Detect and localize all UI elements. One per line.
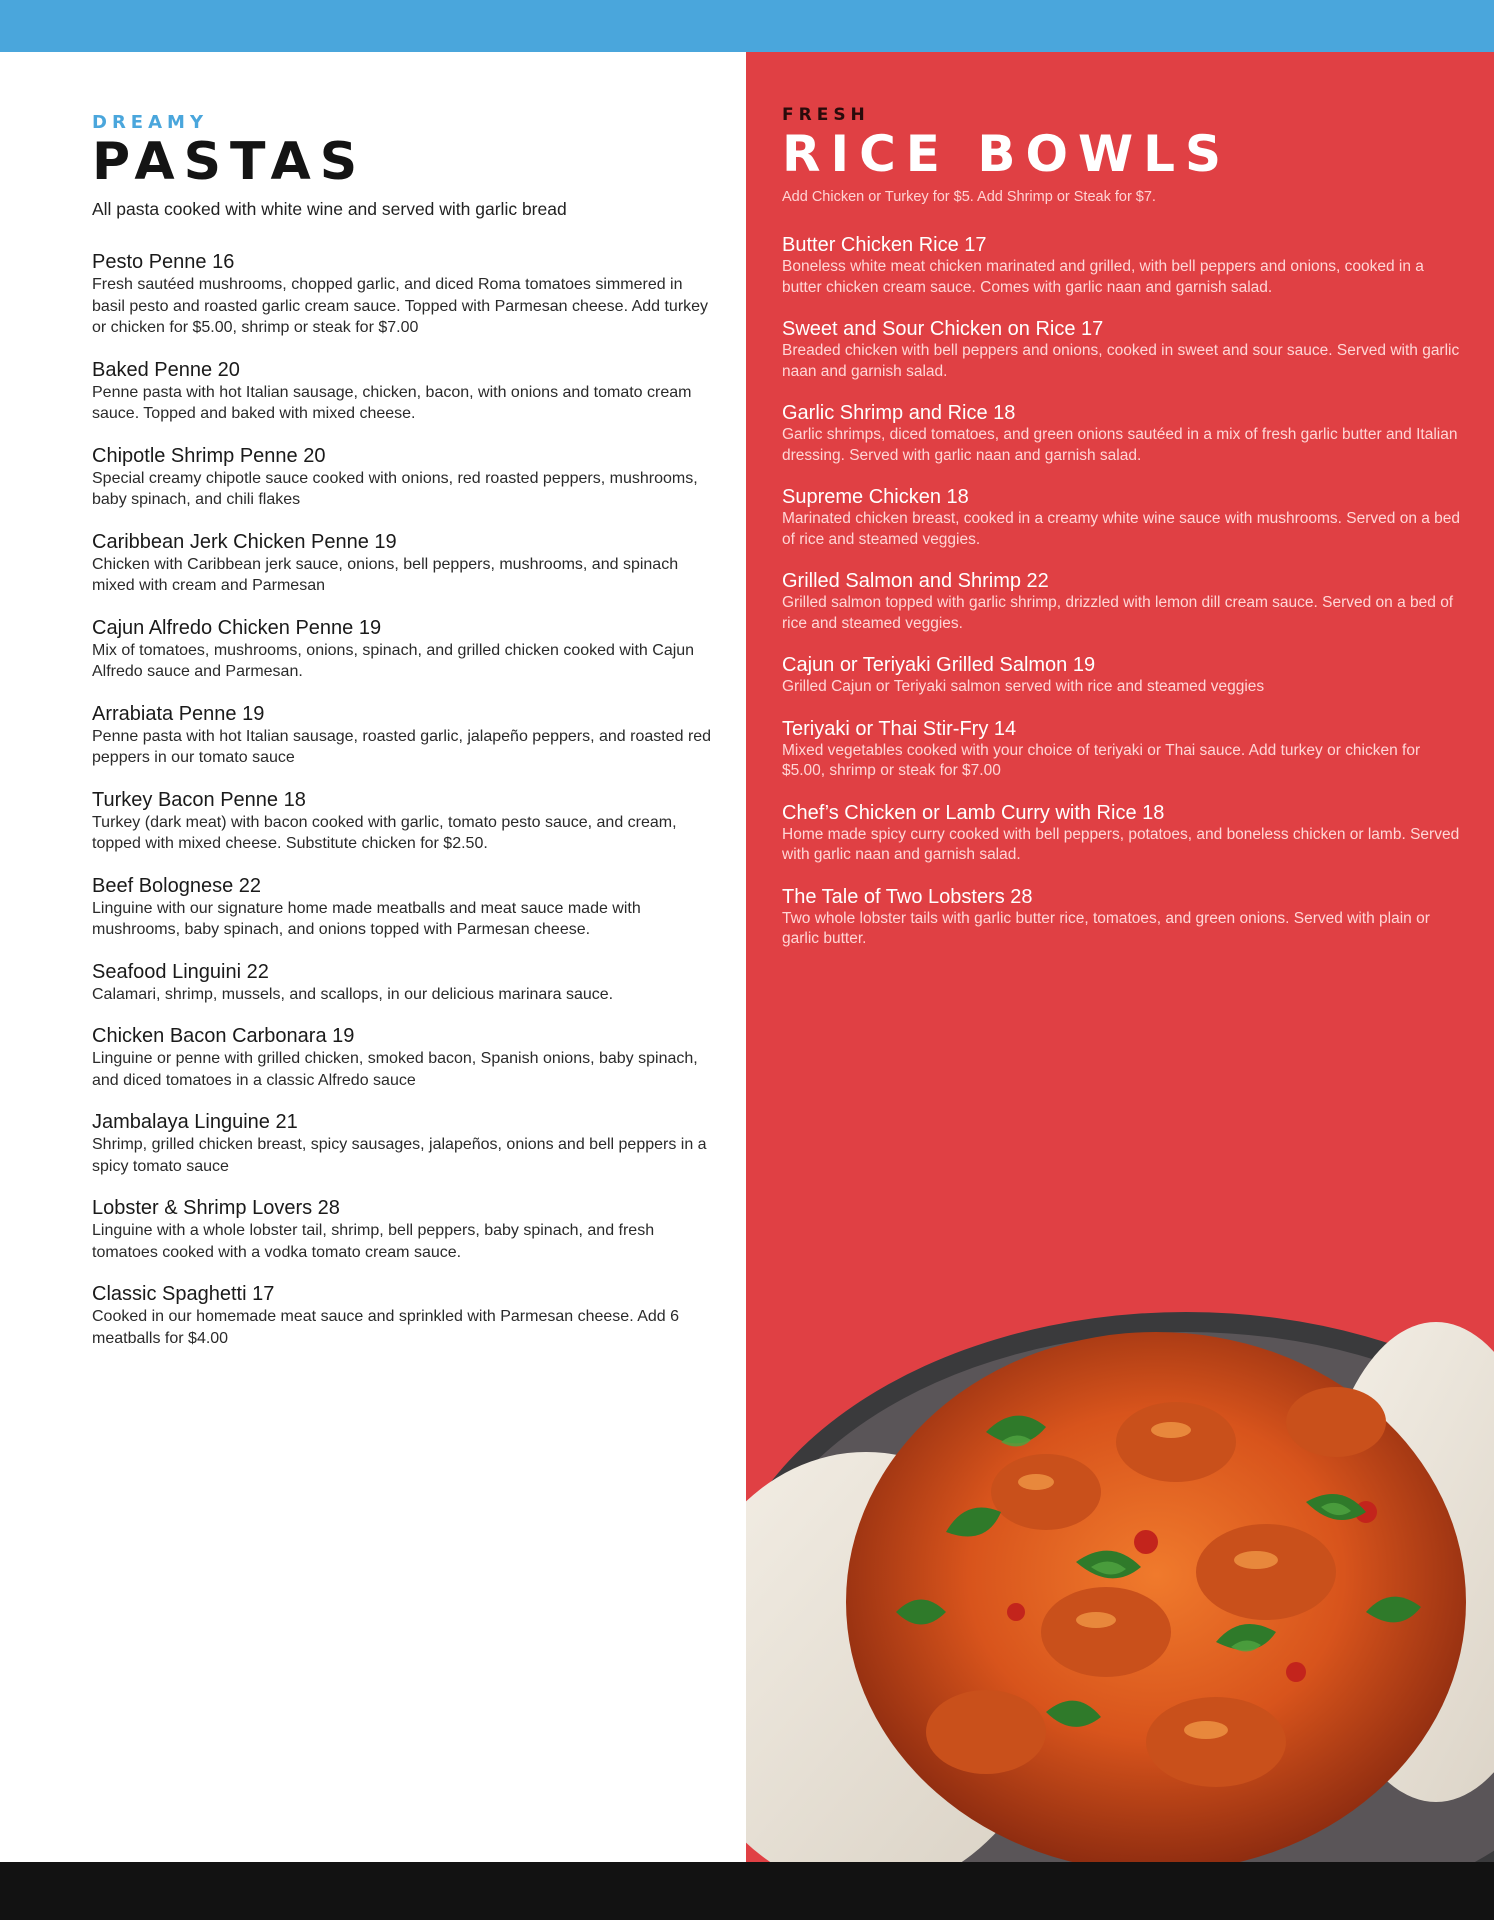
menu-item-description: Calamari, shrimp, mussels, and scallops, in our delicious marinara sauce.: [92, 985, 614, 1003]
menu-item-name: Lobster & Shrimp Lovers 28: [92, 1197, 340, 1219]
rice-bowls-title: RICE BOWLS: [782, 125, 1231, 183]
menu-item: [782, 885, 1462, 950]
menu-item-description: Mix of tomatoes, mushrooms, onions, spinach, and grilled chicken cooked with Cajun Alfredo sauce and Parmesan.: [92, 641, 695, 680]
menu-item-name: Jambalaya Linguine 21: [92, 1111, 298, 1133]
menu-item: [92, 788, 712, 855]
menu-item-description: Fresh sautéed mushrooms, chopped garlic, and diced Roma tomatoes simmered in basil pesto and roasted garlic cream sauce. Topped with Parmesan cheese. Add turkey or chicken for $5.00, shrimp or steak for $7.00: [92, 276, 709, 336]
menu-item-name: Pesto Penne 16: [92, 251, 235, 273]
menu-item: [782, 801, 1462, 866]
menu-item: [92, 444, 712, 511]
menu-item: [782, 717, 1462, 782]
menu-item-description: Penne pasta with hot Italian sausage, chicken, bacon, with onions and tomato cream sauce. Topped and baked with mixed cheese.: [92, 383, 692, 422]
pastas-title: PASTAS: [92, 132, 367, 192]
menu-item: [782, 401, 1462, 466]
top-accent-bar: [0, 0, 1494, 52]
menu-item-name: Sweet and Sour Chicken on Rice 17: [782, 318, 1104, 340]
pastas-section: [92, 112, 712, 1368]
menu-item-description: Turkey (dark meat) with bacon cooked with garlic, tomato pesto sauce, and cream, topped with mixed cheese. Substitute chicken for $2.50.: [92, 813, 677, 852]
menu-item: [782, 485, 1462, 550]
menu-item: [782, 653, 1462, 698]
menu-item: [92, 250, 712, 339]
menu-item-description: Mixed vegetables cooked with your choice of teriyaki or Thai sauce. Add turkey or chicken for $5.00, shrimp or steak for $7.00: [782, 741, 1421, 779]
menu-item-name: The Tale of Two Lobsters 28: [782, 885, 1033, 908]
menu-item-name: Turkey Bacon Penne 18: [92, 788, 306, 811]
menu-item-name: Chef’s Chicken or Lamb Curry with Rice 18: [782, 801, 1165, 824]
menu-item-name: Baked Penne 20: [92, 358, 240, 381]
menu-item-name: Seafood Linguini 22: [92, 960, 269, 983]
menu-item-description: Linguine or penne with grilled chicken, smoked bacon, Spanish onions, baby spinach, and diced tomatoes in a classic Alfredo sauce: [92, 1050, 698, 1089]
menu-item-name: Garlic Shrimp and Rice 18: [782, 402, 1016, 424]
pastas-subtitle: All pasta cooked with white wine and served with garlic bread: [92, 199, 567, 219]
rice-bowls-section: [782, 104, 1462, 969]
menu-item-description: Garlic shrimps, diced tomatoes, and green onions sautéed in a mix of fresh garlic butter and Italian dressing. Served with garlic naan and garnish salad.: [782, 426, 1458, 464]
menu-item-name: Cajun Alfredo Chicken Penne 19: [92, 616, 382, 639]
menu-item-name: Beef Bolognese 22: [92, 874, 262, 897]
menu-item-name: Chicken Bacon Carbonara 19: [92, 1025, 355, 1047]
rice-bowls-subtitle: Add Chicken or Turkey for $5. Add Shrimp or Steak for $7.: [782, 189, 1156, 205]
menu-item: [782, 569, 1462, 634]
rice-bowls-kicker: FRESH: [782, 105, 870, 125]
menu-item-description: Linguine with our signature home made meatballs and meat sauce made with mushrooms, baby spinach, and onions topped with Parmesan cheese.: [92, 899, 641, 938]
curry-rice-bowl-photo: [746, 1312, 1494, 1862]
rice-bowls-panel: [746, 52, 1494, 1862]
menu-item-name: Chipotle Shrimp Penne 20: [92, 444, 326, 467]
menu-item: [92, 358, 712, 425]
menu-item: [92, 874, 712, 941]
menu-item-description: Home made spicy curry cooked with bell peppers, potatoes, and boneless chicken or lamb. Served with garlic naan and garnish salad.: [782, 825, 1460, 863]
menu-item-description: Boneless white meat chicken marinated and grilled, with bell peppers and onions, cooked in a butter chicken cream sauce. Comes with garlic naan and garnish salad.: [782, 258, 1424, 296]
menu-item-name: Teriyaki or Thai Stir-Fry 14: [782, 717, 1017, 740]
menu-item-name: Cajun or Teriyaki Grilled Salmon 19: [782, 654, 1096, 676]
menu-item-name: Grilled Salmon and Shrimp 22: [782, 570, 1049, 592]
menu-item: [782, 317, 1462, 382]
pastas-kicker: DREAMY: [92, 112, 208, 133]
menu-item: [92, 1024, 712, 1091]
bottom-bar: [0, 1862, 1494, 1920]
menu-item: [92, 702, 712, 769]
menu-item: [92, 1282, 712, 1349]
menu-item: [92, 616, 712, 683]
menu-item-name: Classic Spaghetti 17: [92, 1283, 275, 1305]
menu-item: [782, 233, 1462, 298]
menu-item-description: Linguine with a whole lobster tail, shrimp, bell peppers, baby spinach, and fresh tomatoes cooked with a vodka tomato cream sauce.: [92, 1222, 655, 1261]
menu-item-description: Grilled salmon topped with garlic shrimp, drizzled with lemon dill cream sauce. Served on a bed of rice and steamed veggies.: [782, 594, 1454, 632]
menu-item-name: Butter Chicken Rice 17: [782, 234, 987, 256]
menu-item-name: Supreme Chicken 18: [782, 486, 969, 508]
menu-item-description: Cooked in our homemade meat sauce and sprinkled with Parmesan cheese. Add 6 meatballs for $4.00: [92, 1308, 680, 1347]
menu-item-description: Two whole lobster tails with garlic butter rice, tomatoes, and green onions. Served with plain or garlic butter.: [782, 909, 1430, 947]
menu-item: [92, 960, 712, 1006]
menu-item-description: Chicken with Caribbean jerk sauce, onions, bell peppers, mushrooms, and spinach mixed with cream and Parmesan: [92, 555, 679, 594]
menu-item-description: Breaded chicken with bell peppers and onions, cooked in sweet and sour sauce. Served with garlic naan and garnish salad.: [782, 342, 1460, 380]
rice-bowls-menu-list: [782, 233, 1462, 950]
menu-item-description: Grilled Cajun or Teriyaki salmon served with rice and steamed veggies: [782, 678, 1265, 695]
pastas-menu-list: [92, 250, 712, 1349]
menu-item-description: Marinated chicken breast, cooked in a creamy white wine sauce with mushrooms. Served on a bed of rice and steamed veggies.: [782, 510, 1461, 548]
menu-item: [92, 1196, 712, 1263]
menu-item-name: Arrabiata Penne 19: [92, 702, 265, 725]
menu-item-description: Special creamy chipotle sauce cooked with onions, red roasted peppers, mushrooms, baby spinach, and chili flakes: [92, 469, 698, 508]
menu-item-description: Shrimp, grilled chicken breast, spicy sausages, jalapeños, onions and bell peppers in a spicy tomato sauce: [92, 1136, 707, 1175]
menu-item: [92, 1110, 712, 1177]
menu-item: [92, 530, 712, 597]
menu-item-name: Caribbean Jerk Chicken Penne 19: [92, 530, 397, 553]
menu-item-description: Penne pasta with hot Italian sausage, roasted garlic, jalapeño peppers, and roasted red peppers in our tomato sauce: [92, 727, 712, 766]
